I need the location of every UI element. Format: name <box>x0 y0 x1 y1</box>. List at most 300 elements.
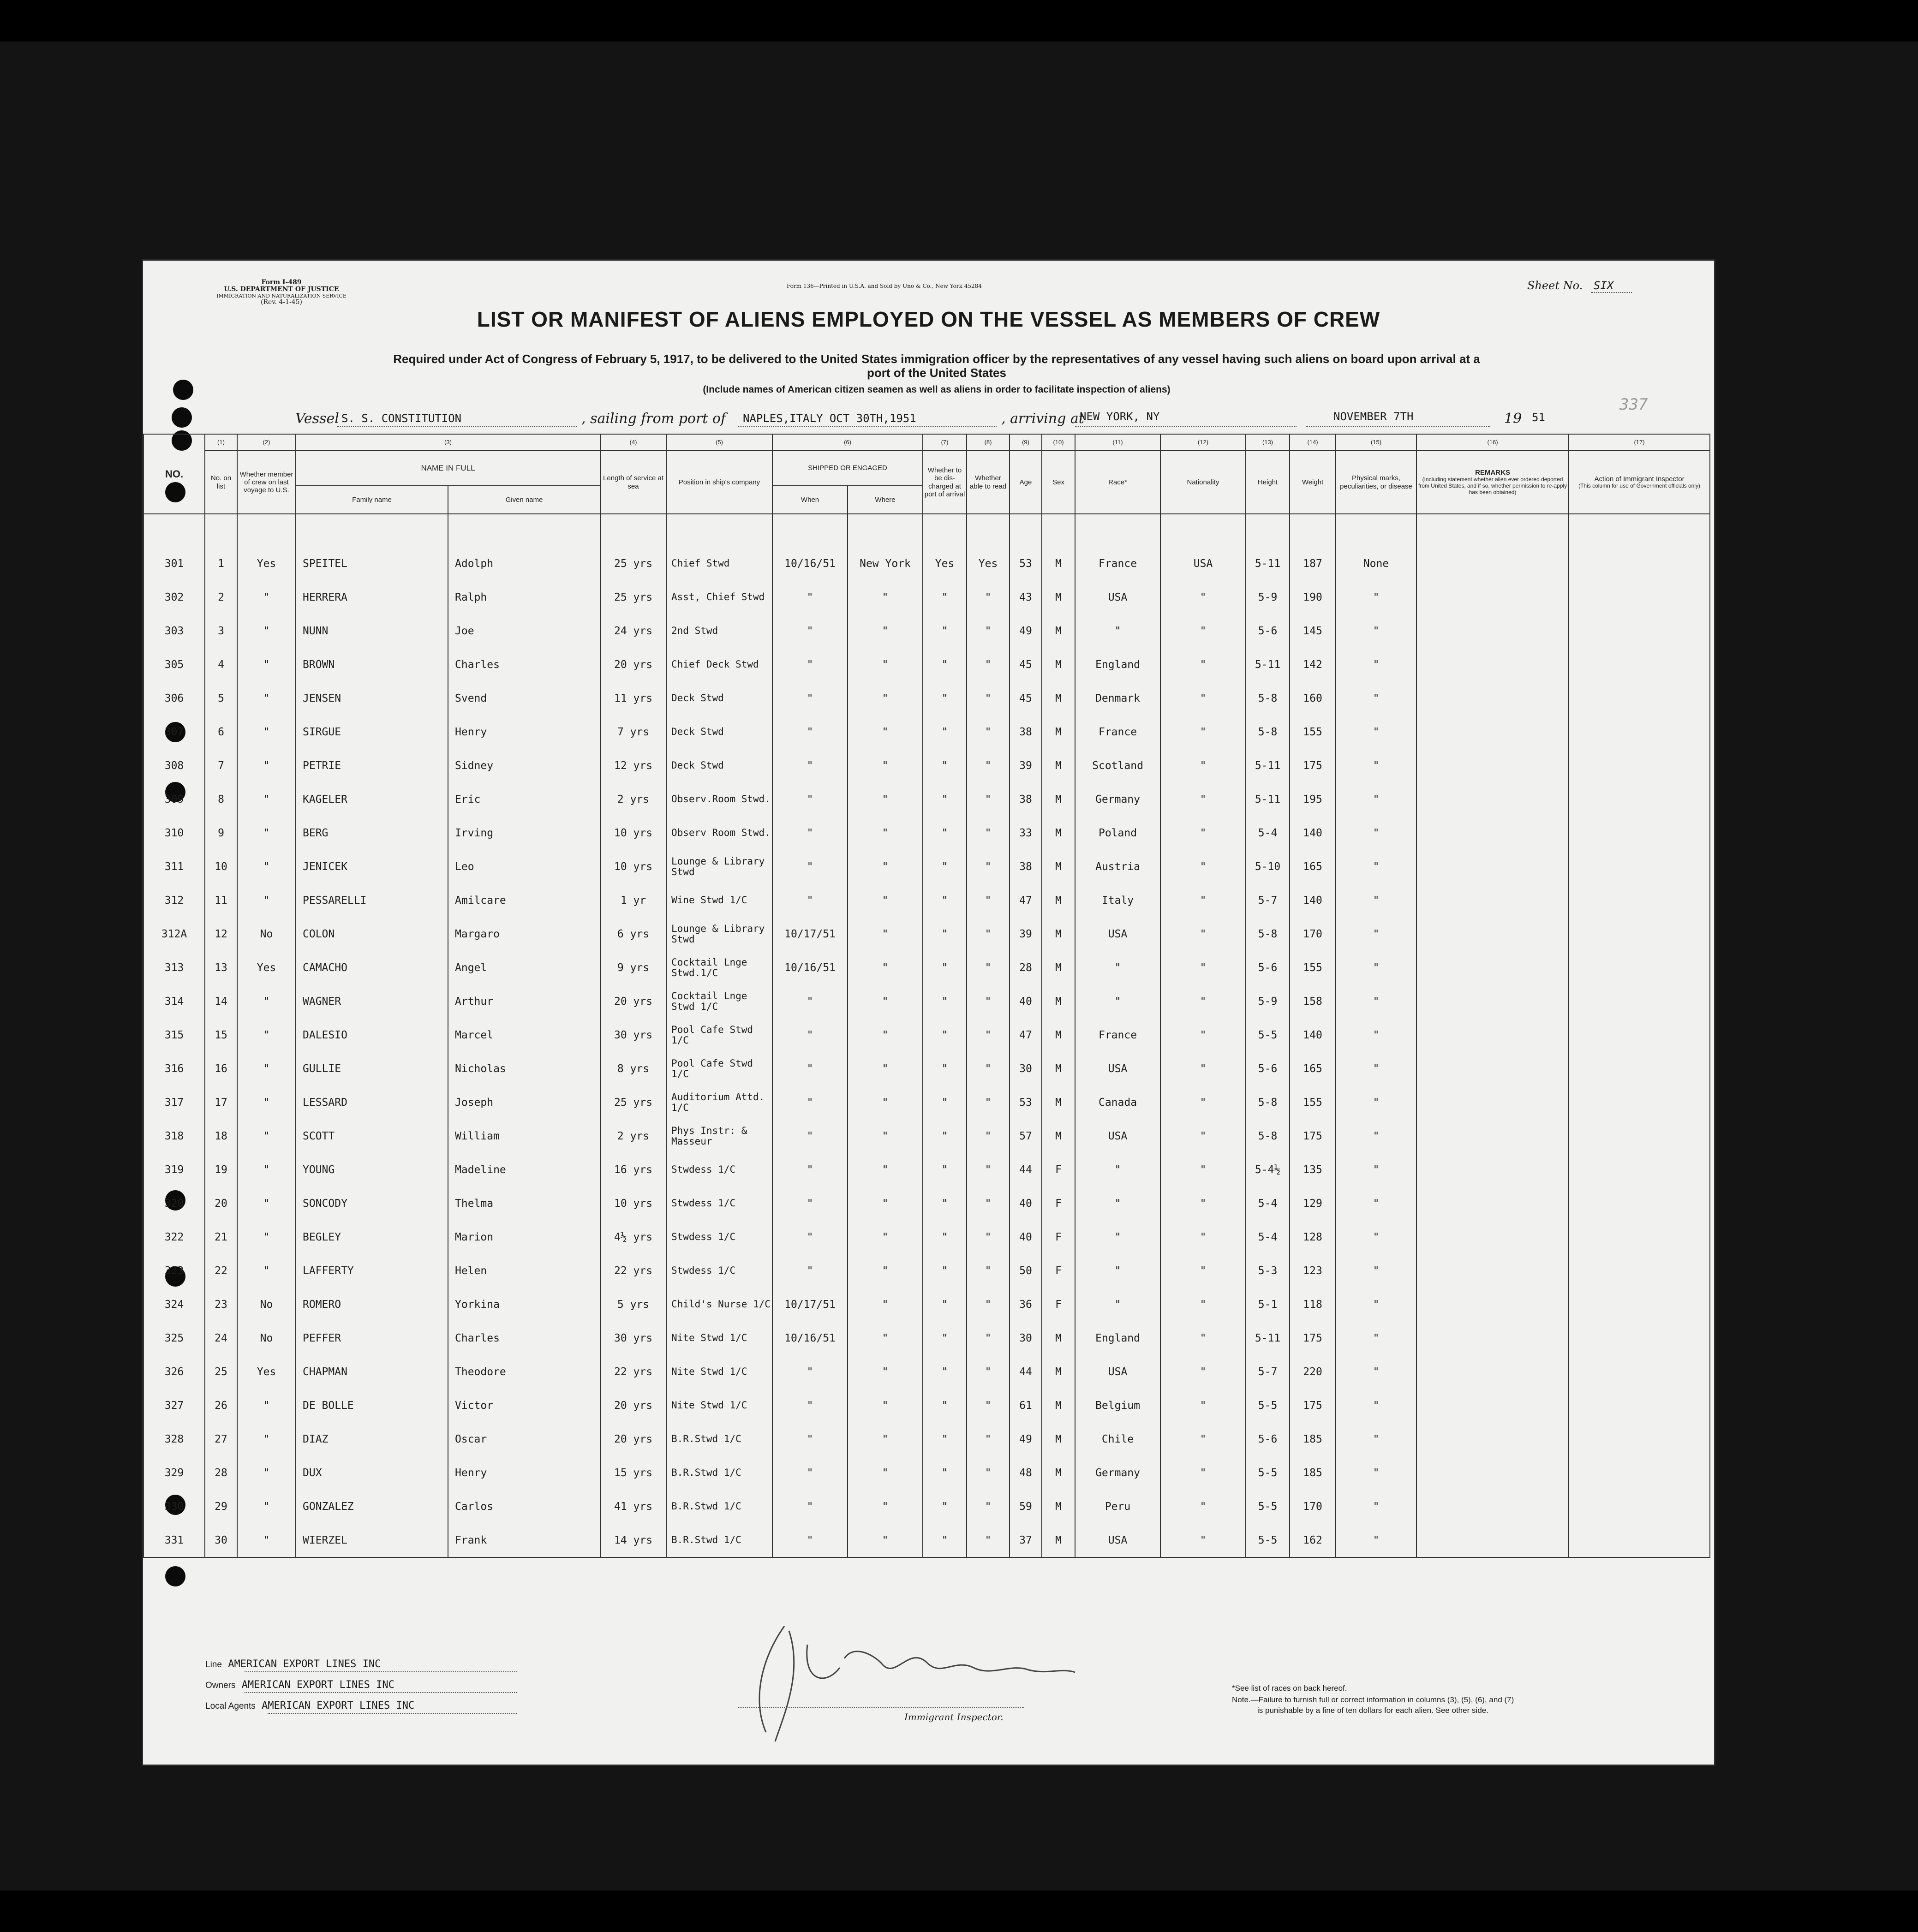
row-family-name: DE BOLLE <box>296 1389 448 1422</box>
row-position: Nite Stwd 1/C <box>666 1321 772 1355</box>
row-race: " <box>1075 614 1160 648</box>
row-nationality: " <box>1160 1085 1246 1119</box>
row-shipped-when: " <box>772 1187 848 1220</box>
row-sex: M <box>1042 1018 1075 1052</box>
row-given-name: Leo <box>448 850 600 883</box>
row-race: USA <box>1075 917 1160 951</box>
row-nationality: " <box>1160 1220 1246 1254</box>
row-inspector-action <box>1569 850 1710 883</box>
row-list-no: 6 <box>205 715 237 749</box>
row-family-name: PETRIE <box>296 749 448 782</box>
owners-value: AMERICAN EXPORT LINES INC <box>241 1679 394 1691</box>
row-height: 5-5 <box>1246 1523 1290 1557</box>
row-sex: M <box>1042 1321 1075 1355</box>
row-inspector-action <box>1569 547 1710 580</box>
col-height-header: Height <box>1246 451 1290 514</box>
row-marks: " <box>1336 984 1416 1018</box>
table-row <box>143 1220 1710 1254</box>
row-nationality: " <box>1160 782 1246 816</box>
row-shipped-when: " <box>772 580 848 614</box>
vessel-name: S. S. CONSTITUTION <box>341 412 462 425</box>
row-sex: M <box>1042 1422 1075 1456</box>
row-discharged: " <box>923 1052 967 1085</box>
row-marks: " <box>1336 1153 1416 1187</box>
row-height: 5-8 <box>1246 715 1290 749</box>
col12-number: (12) <box>1160 434 1246 451</box>
row-weight: 175 <box>1290 1321 1336 1355</box>
row-serial-no: 302 <box>143 580 205 614</box>
inspector-title: Action of Immigrant Inspector <box>1594 475 1685 483</box>
row-list-no: 19 <box>205 1153 237 1187</box>
table-row <box>143 1018 1710 1052</box>
row-age: 44 <box>1010 1153 1042 1187</box>
col10-number: (10) <box>1042 434 1075 451</box>
row-discharged: " <box>923 1153 967 1187</box>
col17-number: (17) <box>1569 434 1710 451</box>
row-list-no: 23 <box>205 1288 237 1321</box>
col5-number: (5) <box>666 434 772 451</box>
row-given-name: Marion <box>448 1220 600 1254</box>
row-nationality: " <box>1160 1018 1246 1052</box>
row-weight: 140 <box>1290 816 1336 850</box>
col13-number: (13) <box>1246 434 1290 451</box>
header-spacer <box>143 514 1710 547</box>
row-list-no: 26 <box>205 1389 237 1422</box>
row-family-name: CHAPMAN <box>296 1355 448 1389</box>
table-row <box>143 749 1710 782</box>
row-able-to-read: " <box>967 951 1010 984</box>
row-shipped-when: " <box>772 1456 848 1490</box>
row-discharged: " <box>923 1119 967 1153</box>
row-height: 5-11 <box>1246 547 1290 580</box>
row-family-name: DUX <box>296 1456 448 1490</box>
row-weight: 185 <box>1290 1456 1336 1490</box>
row-service: 24 yrs <box>600 614 666 648</box>
row-discharged: " <box>923 749 967 782</box>
col-race-header: Race* <box>1075 451 1160 514</box>
row-height: 5-6 <box>1246 614 1290 648</box>
row-service: 20 yrs <box>600 1389 666 1422</box>
row-list-no: 9 <box>205 816 237 850</box>
row-nationality: " <box>1160 715 1246 749</box>
row-height: 5-5 <box>1246 1389 1290 1422</box>
row-position: Stwdess 1/C <box>666 1187 772 1220</box>
table-row <box>143 681 1710 715</box>
row-last-voyage: " <box>237 1153 296 1187</box>
row-list-no: 30 <box>205 1523 237 1557</box>
row-serial-no: 308 <box>143 749 205 782</box>
row-sex: M <box>1042 816 1075 850</box>
row-race: Belgium <box>1075 1389 1160 1422</box>
row-age: 61 <box>1010 1389 1042 1422</box>
table-row <box>143 850 1710 883</box>
table-row <box>143 580 1710 614</box>
row-sex: M <box>1042 1119 1075 1153</box>
crew-rows <box>143 514 1710 1557</box>
row-race: Denmark <box>1075 681 1160 715</box>
row-remarks <box>1416 850 1569 883</box>
row-family-name: ROMERO <box>296 1288 448 1321</box>
row-service: 15 yrs <box>600 1456 666 1490</box>
row-discharged: " <box>923 1187 967 1220</box>
row-shipped-when: 10/16/51 <box>772 1321 848 1355</box>
row-remarks <box>1416 681 1569 715</box>
row-weight: 190 <box>1290 580 1336 614</box>
row-last-voyage: " <box>237 1456 296 1490</box>
subtitle-line-3: (Include names of American citizen seamen as well as aliens in order to facilitate inspection of aliens) <box>703 384 1171 395</box>
row-nationality: " <box>1160 850 1246 883</box>
manifest-sheet <box>143 261 1714 1765</box>
row-given-name: Yorkina <box>448 1288 600 1321</box>
row-remarks <box>1416 547 1569 580</box>
row-inspector-action <box>1569 917 1710 951</box>
row-race: England <box>1075 1321 1160 1355</box>
row-weight: 185 <box>1290 1422 1336 1456</box>
row-list-no: 14 <box>205 984 237 1018</box>
subtitle-line-2: port of the United States <box>867 366 1006 380</box>
row-age: 45 <box>1010 648 1042 681</box>
row-serial-no: 301 <box>143 547 205 580</box>
row-nationality: " <box>1160 917 1246 951</box>
row-age: 57 <box>1010 1119 1042 1153</box>
row-marks: " <box>1336 1052 1416 1085</box>
row-service: 2 yrs <box>600 1119 666 1153</box>
row-service: 7 yrs <box>600 715 666 749</box>
row-family-name: DALESIO <box>296 1018 448 1052</box>
form-identifier <box>189 279 374 306</box>
table-row <box>143 1389 1710 1422</box>
row-nationality: " <box>1160 1321 1246 1355</box>
row-serial-no: 320 <box>143 1187 205 1220</box>
row-discharged: Yes <box>923 547 967 580</box>
row-height: 5-7 <box>1246 1355 1290 1389</box>
row-remarks <box>1416 1018 1569 1052</box>
row-race: Germany <box>1075 1456 1160 1490</box>
row-service: 10 yrs <box>600 1187 666 1220</box>
row-nationality: " <box>1160 648 1246 681</box>
row-inspector-action <box>1569 1422 1710 1456</box>
row-serial-no: 310 <box>143 816 205 850</box>
row-height: 5-6 <box>1246 1422 1290 1456</box>
row-weight: 128 <box>1290 1220 1336 1254</box>
row-age: 39 <box>1010 917 1042 951</box>
row-position: Cocktail Lnge Stwd.1/C <box>666 951 772 984</box>
row-serial-no: 316 <box>143 1052 205 1085</box>
table-row <box>143 816 1710 850</box>
row-shipped-where: " <box>848 715 923 749</box>
row-age: 38 <box>1010 782 1042 816</box>
row-shipped-where: " <box>848 917 923 951</box>
row-shipped-where: " <box>848 1490 923 1523</box>
row-shipped-when: " <box>772 1490 848 1523</box>
row-list-no: 22 <box>205 1254 237 1288</box>
row-marks: " <box>1336 883 1416 917</box>
row-serial-no: 309 <box>143 782 205 816</box>
departure-port: NAPLES,ITALY OCT 30TH,1951 <box>743 412 916 425</box>
row-family-name: PEFFER <box>296 1321 448 1355</box>
row-weight: 162 <box>1290 1523 1336 1557</box>
row-remarks <box>1416 1321 1569 1355</box>
row-remarks <box>1416 782 1569 816</box>
row-marks: " <box>1336 648 1416 681</box>
row-age: 39 <box>1010 749 1042 782</box>
row-able-to-read: " <box>967 1288 1010 1321</box>
row-age: 30 <box>1010 1052 1042 1085</box>
row-position: Auditorium Attd. 1/C <box>666 1085 772 1119</box>
row-last-voyage: " <box>237 1523 296 1557</box>
sailing-label: , sailing from port of <box>581 411 726 427</box>
row-service: 11 yrs <box>600 681 666 715</box>
row-remarks <box>1416 883 1569 917</box>
row-service: 41 yrs <box>600 1490 666 1523</box>
row-given-name: Madeline <box>448 1153 600 1187</box>
row-given-name: Svend <box>448 681 600 715</box>
row-family-name: SONCODY <box>296 1187 448 1220</box>
col-no-on-list-header: No. on list <box>205 451 237 514</box>
table-row <box>143 1523 1710 1557</box>
penalty-note: Note.—Failure to furnish full or correct information in columns (3), (5), (6), and (7) <box>1232 1695 1514 1704</box>
row-sex: F <box>1042 1220 1075 1254</box>
row-list-no: 7 <box>205 749 237 782</box>
row-inspector-action <box>1569 1321 1710 1355</box>
page-title: LIST OR MANIFEST OF ALIENS EMPLOYED ON THE VESSEL AS MEMBERS OF CREW <box>477 307 1380 331</box>
row-sex: M <box>1042 984 1075 1018</box>
row-shipped-when: " <box>772 850 848 883</box>
row-weight: 155 <box>1290 1085 1336 1119</box>
row-race: France <box>1075 715 1160 749</box>
row-shipped-when: " <box>772 883 848 917</box>
row-position: Stwdess 1/C <box>666 1220 772 1254</box>
row-last-voyage: " <box>237 1052 296 1085</box>
row-able-to-read: " <box>967 1254 1010 1288</box>
row-shipped-when: " <box>772 681 848 715</box>
col3-number: (3) <box>296 434 600 451</box>
row-position: Asst, Chief Stwd <box>666 580 772 614</box>
row-given-name: Victor <box>448 1389 600 1422</box>
row-last-voyage: " <box>237 1422 296 1456</box>
table-row <box>143 1490 1710 1523</box>
row-height: 5-8 <box>1246 917 1290 951</box>
row-shipped-when: 10/16/51 <box>772 951 848 984</box>
printer-line: Form 136—Printed in U.S.A. and Sold by Uno & Co., New York 45284 <box>787 283 982 289</box>
vessel-label: Vessel <box>295 411 339 427</box>
row-last-voyage: " <box>237 1490 296 1523</box>
row-remarks <box>1416 1288 1569 1321</box>
row-inspector-action <box>1569 1220 1710 1254</box>
row-age: 44 <box>1010 1355 1042 1389</box>
row-shipped-when: " <box>772 648 848 681</box>
row-family-name: KAGELER <box>296 782 448 816</box>
row-family-name: PESSARELLI <box>296 883 448 917</box>
row-age: 45 <box>1010 681 1042 715</box>
col-read-header: Whether able to read <box>967 451 1010 514</box>
no-header: NO. <box>143 434 205 514</box>
row-nationality: " <box>1160 614 1246 648</box>
row-family-name: BROWN <box>296 648 448 681</box>
row-service: 22 yrs <box>600 1355 666 1389</box>
row-height: 5-9 <box>1246 580 1290 614</box>
row-nationality: " <box>1160 984 1246 1018</box>
row-shipped-where: " <box>848 1187 923 1220</box>
row-sex: M <box>1042 1490 1075 1523</box>
row-serial-no: 319 <box>143 1153 205 1187</box>
row-inspector-action <box>1569 816 1710 850</box>
row-position: Stwdess 1/C <box>666 1153 772 1187</box>
row-list-no: 21 <box>205 1220 237 1254</box>
sheet-number-value: SIX <box>1591 279 1632 293</box>
row-height: 5-4 <box>1246 1187 1290 1220</box>
row-inspector-action <box>1569 648 1710 681</box>
row-given-name: Sidney <box>448 749 600 782</box>
row-shipped-where: " <box>848 883 923 917</box>
col7-number: (7) <box>923 434 967 451</box>
row-weight: 165 <box>1290 1052 1336 1085</box>
table-row <box>143 984 1710 1018</box>
row-able-to-read: " <box>967 917 1010 951</box>
row-height: 5-11 <box>1246 648 1290 681</box>
row-list-no: 20 <box>205 1187 237 1220</box>
row-position: B.R.Stwd 1/C <box>666 1422 772 1456</box>
row-shipped-when: " <box>772 749 848 782</box>
row-shipped-where: " <box>848 850 923 883</box>
row-service: 16 yrs <box>600 1153 666 1187</box>
row-given-name: Marcel <box>448 1018 600 1052</box>
row-remarks <box>1416 614 1569 648</box>
row-given-name: Irving <box>448 816 600 850</box>
row-weight: 142 <box>1290 648 1336 681</box>
row-height: 5-4½ <box>1246 1153 1290 1187</box>
row-shipped-when: " <box>772 816 848 850</box>
row-last-voyage: " <box>237 614 296 648</box>
row-marks: " <box>1336 816 1416 850</box>
table-row <box>143 1052 1710 1085</box>
owners-field <box>205 1679 394 1691</box>
col-sex-header: Sex <box>1042 451 1075 514</box>
row-shipped-when: 10/17/51 <box>772 917 848 951</box>
row-age: 37 <box>1010 1523 1042 1557</box>
row-given-name: Frank <box>448 1523 600 1557</box>
row-list-no: 16 <box>205 1052 237 1085</box>
row-inspector-action <box>1569 1018 1710 1052</box>
row-weight: 187 <box>1290 547 1336 580</box>
row-family-name: COLON <box>296 917 448 951</box>
row-family-name: JENICEK <box>296 850 448 883</box>
row-sex: M <box>1042 749 1075 782</box>
row-family-name: WAGNER <box>296 984 448 1018</box>
row-position: Nite Stwd 1/C <box>666 1355 772 1389</box>
row-able-to-read: " <box>967 1523 1010 1557</box>
row-nationality: " <box>1160 681 1246 715</box>
row-sex: M <box>1042 782 1075 816</box>
agents-field <box>205 1700 414 1711</box>
row-race: Germany <box>1075 782 1160 816</box>
row-height: 5-11 <box>1246 749 1290 782</box>
row-race: USA <box>1075 580 1160 614</box>
owners-label: Owners <box>205 1681 236 1690</box>
row-sex: M <box>1042 681 1075 715</box>
row-shipped-where: " <box>848 1052 923 1085</box>
row-age: 30 <box>1010 1321 1042 1355</box>
form-revision: (Rev. 4-1-45) <box>261 298 302 306</box>
row-marks: " <box>1336 614 1416 648</box>
row-age: 40 <box>1010 984 1042 1018</box>
row-discharged: " <box>923 951 967 984</box>
row-inspector-action <box>1569 1523 1710 1557</box>
row-shipped-where: " <box>848 1220 923 1254</box>
row-inspector-action <box>1569 580 1710 614</box>
row-last-voyage: Yes <box>237 951 296 984</box>
row-marks: " <box>1336 1355 1416 1389</box>
row-inspector-action <box>1569 1119 1710 1153</box>
row-discharged: " <box>923 580 967 614</box>
row-shipped-when: " <box>772 1389 848 1422</box>
row-remarks <box>1416 951 1569 984</box>
row-list-no: 10 <box>205 850 237 883</box>
row-serial-no: 324 <box>143 1288 205 1321</box>
row-age: 28 <box>1010 951 1042 984</box>
row-nationality: " <box>1160 883 1246 917</box>
col-given-name-header: Given name <box>448 486 600 514</box>
row-nationality: " <box>1160 1153 1246 1187</box>
row-nationality: " <box>1160 1389 1246 1422</box>
table-row <box>143 1288 1710 1321</box>
row-last-voyage: " <box>237 1389 296 1422</box>
row-remarks <box>1416 715 1569 749</box>
row-able-to-read: " <box>967 1321 1010 1355</box>
row-list-no: 28 <box>205 1456 237 1490</box>
row-service: 20 yrs <box>600 648 666 681</box>
row-marks: " <box>1336 850 1416 883</box>
row-height: 5-3 <box>1246 1254 1290 1288</box>
row-able-to-read: " <box>967 816 1010 850</box>
row-race: " <box>1075 1153 1160 1187</box>
row-list-no: 2 <box>205 580 237 614</box>
row-race: Poland <box>1075 816 1160 850</box>
row-height: 5-11 <box>1246 782 1290 816</box>
row-last-voyage: No <box>237 917 296 951</box>
row-shipped-where: " <box>848 1523 923 1557</box>
arrival-year: 51 <box>1532 411 1545 424</box>
form-number: Form I-489 <box>261 279 302 286</box>
row-serial-no: 329 <box>143 1456 205 1490</box>
row-discharged: " <box>923 681 967 715</box>
row-remarks <box>1416 1490 1569 1523</box>
row-able-to-read: " <box>967 681 1010 715</box>
page-stamp: 337 <box>1619 395 1648 414</box>
row-service: 25 yrs <box>600 1085 666 1119</box>
row-remarks <box>1416 749 1569 782</box>
table-row <box>143 1355 1710 1389</box>
signature-underline <box>738 1707 1024 1708</box>
row-shipped-when: " <box>772 1422 848 1456</box>
row-age: 40 <box>1010 1220 1042 1254</box>
row-shipped-where: " <box>848 951 923 984</box>
row-remarks <box>1416 1456 1569 1490</box>
row-sex: M <box>1042 1389 1075 1422</box>
table-row <box>143 883 1710 917</box>
row-service: 20 yrs <box>600 1422 666 1456</box>
row-height: 5-5 <box>1246 1456 1290 1490</box>
row-able-to-read: " <box>967 1355 1010 1389</box>
row-service: 1 yr <box>600 883 666 917</box>
row-inspector-action <box>1569 681 1710 715</box>
row-marks: " <box>1336 1018 1416 1052</box>
row-able-to-read: " <box>967 1052 1010 1085</box>
arrival-date: NOVEMBER 7TH <box>1333 410 1414 423</box>
row-last-voyage: Yes <box>237 547 296 580</box>
row-weight: 140 <box>1290 883 1336 917</box>
row-last-voyage: " <box>237 715 296 749</box>
